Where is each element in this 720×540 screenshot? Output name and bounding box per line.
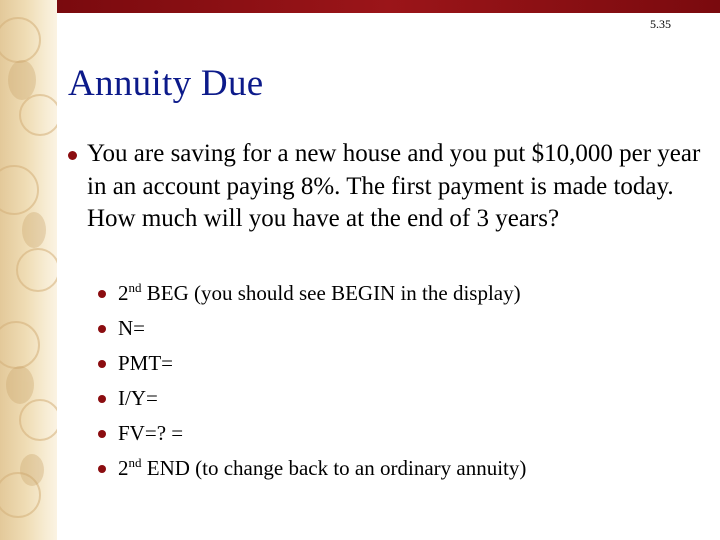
sub-bullet-text: 2nd BEG (you should see BEGIN in the display) (118, 280, 521, 305)
slide-title: Annuity Due (68, 63, 264, 104)
decorative-side-band (0, 0, 57, 540)
sub-bullet-text: I/Y= (118, 386, 158, 410)
sub-bullet-icon (98, 395, 106, 403)
sub-bullet-text: 2nd END (to change back to an ordinary annuity) (118, 455, 527, 480)
sub-bullet-text: PMT= (118, 351, 174, 375)
sub-bullet-icon (98, 290, 106, 298)
faded-coin-pattern (0, 0, 57, 540)
bullet-icon (68, 151, 77, 160)
sub-bullet-text: N= (118, 316, 146, 340)
sub-bullet-icon (98, 325, 106, 333)
slide-number: 5.35 (650, 17, 671, 31)
sub-bullet-text: FV=? = (118, 421, 184, 445)
top-accent-bar (57, 0, 720, 13)
sub-bullet-icon (98, 430, 106, 438)
sub-bullet-icon (98, 360, 106, 368)
sub-bullet-icon (98, 465, 106, 473)
main-bullet-text: You are saving for a new house and you put $10,000 per year in an account paying 8%. The first payment is made today. How much will you have at the end of 3 years? (87, 140, 701, 232)
